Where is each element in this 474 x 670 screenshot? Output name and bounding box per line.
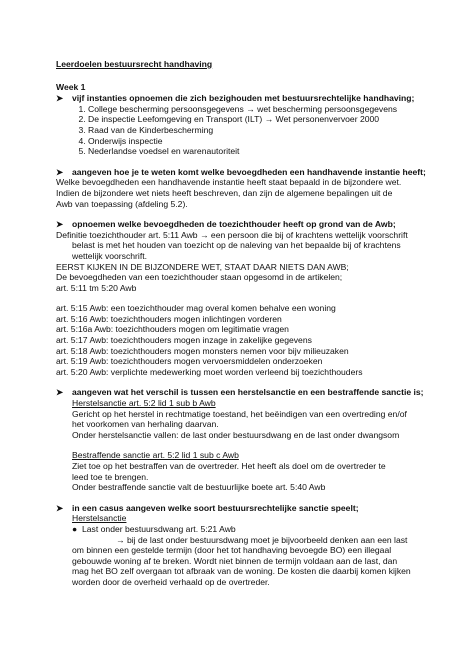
list-item: 4. Onderwijs inspectie xyxy=(88,136,434,147)
learning-goal-3 xyxy=(56,219,434,230)
list-item: 5. Nederlandse voedsel en warenautoriteit xyxy=(88,146,434,157)
answer-line: Onder bestraffende sanctie valt de bestuurlijke boete art. 5:40 Awb xyxy=(72,482,326,493)
herstelsanctie-subheading: Herstelsanctie xyxy=(72,513,127,524)
learning-goal-5-text: in een casus aangeven welke soort bestuursrechtelijke sanctie speelt; xyxy=(72,502,359,513)
answer-line: wettelijk voorschrift. xyxy=(72,250,147,261)
learning-goal-5 xyxy=(56,503,434,514)
answer-line: EERST KIJKEN IN DE BIJZONDERE WET, STAAT DAAR NIETS DAN AWB; xyxy=(56,261,349,272)
article-line: art. 5:18 Awb: toezichthouders mogen monsters nemen voor bijv milieuzaken xyxy=(56,345,349,356)
arrowhead-right-icon: ➤ xyxy=(56,166,64,177)
answer-line: belast is met het houden van toezicht op de naleving van het bepaalde bij of krachtens xyxy=(72,240,401,251)
arrowhead-right-icon: ➤ xyxy=(56,387,64,398)
bestraffende-sanctie-heading: Bestraffende sanctie art. 5:2 lid 1 sub c Awb xyxy=(72,450,239,461)
learning-goal-1 xyxy=(56,93,434,104)
answer-line: leed toe te brengen. xyxy=(72,471,149,482)
answer-line: gebouwde woning af te breken. Wordt niet binnen de termijn voldaan aan de last, dan xyxy=(72,555,398,566)
answer-line: De bevoegdheden van een toezichthouder staan opgesomd in de artikelen; xyxy=(56,272,343,283)
article-line: art. 5:17 Awb: toezichthouders mogen inzage in zakelijke gegevens xyxy=(56,335,312,346)
answer-line: Indien de bijzondere wet niets heeft beschreven, dan zijn de algemene bepalingen uit de xyxy=(56,187,393,198)
answer-line: mag het BO zelf overgaan tot afbraak van de woning. De kosten die daarbij komen kijken xyxy=(72,566,411,577)
answer-line: art. 5:11 tm 5:20 Awb xyxy=(56,282,137,293)
answer-line: Definitie toezichthouder art. 5:11 Awb → een persoon die bij of krachtens wettelijk voorschrift xyxy=(56,229,408,240)
list-item: 1. College bescherming persoonsgegevens → wet bescherming persoonsgegevens xyxy=(88,104,434,115)
answer-line: → bij de last onder bestuursdwang moet je bijvoorbeeld denken aan een last xyxy=(116,534,408,545)
article-line: art. 5:16 Awb: toezichthouders mogen inlichtingen vorderen xyxy=(56,313,282,324)
learning-goal-3-text: opnoemen welke bevoegdheden de toezichthouder heeft op grond van de Awb; xyxy=(72,219,396,230)
answer-line: worden door de overheid verhaald op de overtreder. xyxy=(72,576,270,587)
answer-line: Welke bevoegdheden een handhavende instantie heeft staat bepaald in de bijzondere wet. xyxy=(56,177,402,188)
learning-goal-2 xyxy=(56,167,434,178)
arrowhead-right-icon: ➤ xyxy=(56,502,64,513)
article-line: art. 5:20 Awb: verplichte medewerking moet worden verleend bij toezichthouders xyxy=(56,366,363,377)
learning-goal-4 xyxy=(56,387,434,398)
filled-circle-icon: ● xyxy=(72,523,78,534)
learning-goal-1-text: vijf instanties opnoemen die zich bezighouden met bestuursrechtelijke handhaving; xyxy=(72,93,415,104)
learning-goal-4-text: aangeven wat het verschil is tussen een herstelsanctie en een bestraffende sanctie is; xyxy=(72,387,424,398)
article-line: art. 5:16a Awb: toezichthouders mogen om legitimatie vragen xyxy=(56,324,289,335)
article-line: art. 5:19 Awb: toezichthouders mogen vervoersmiddelen onderzoeken xyxy=(56,356,323,367)
arrowhead-right-icon: ➤ xyxy=(56,93,64,104)
answer-line: het voorkomen van herhaling daarvan. xyxy=(72,419,219,430)
document-title: Leerdoelen bestuursrecht handhaving xyxy=(56,59,213,69)
week-heading: Week 1 xyxy=(56,81,86,92)
answer-line: Onder herstelsanctie vallen: de last onder bestuursdwang en de last onder dwangsom xyxy=(72,429,400,440)
answer-line: Awb van toepassing (afdeling 5.2). xyxy=(56,198,188,209)
list-item: 2. De inspectie Leefomgeving en Transport (ILT) → Wet personenvervoer 2000 xyxy=(88,114,434,125)
list-item xyxy=(56,524,434,535)
list-item: 3. Raad van de Kinderbescherming xyxy=(88,125,434,136)
answer-line: Ziet toe op het bestraffen van de overtreder. Het heeft als doel om de overtreder te xyxy=(72,461,386,471)
herstelsanctie-heading: Herstelsanctie art. 5:2 lid 1 sub b Awb xyxy=(72,398,216,409)
answer-line: om binnen een gestelde termijn (door het tot handhaving bevoegde BO) een illegaal xyxy=(72,545,392,556)
article-line: art. 5:15 Awb: een toezichthouder mag overal komen behalve een woning xyxy=(56,303,336,314)
instances-list xyxy=(56,104,434,157)
answer-line: Gericht op het herstel in rechtmatige toestand, het beëindigen van een overtreding en/of xyxy=(72,408,407,419)
bullet-text: Last onder bestuursdwang art. 5:21 Awb xyxy=(82,523,236,534)
arrowhead-right-icon: ➤ xyxy=(56,219,64,230)
learning-goal-2-text: aangeven hoe je te weten komt welke bevoegdheden een handhavende instantie heeft; xyxy=(72,166,426,177)
